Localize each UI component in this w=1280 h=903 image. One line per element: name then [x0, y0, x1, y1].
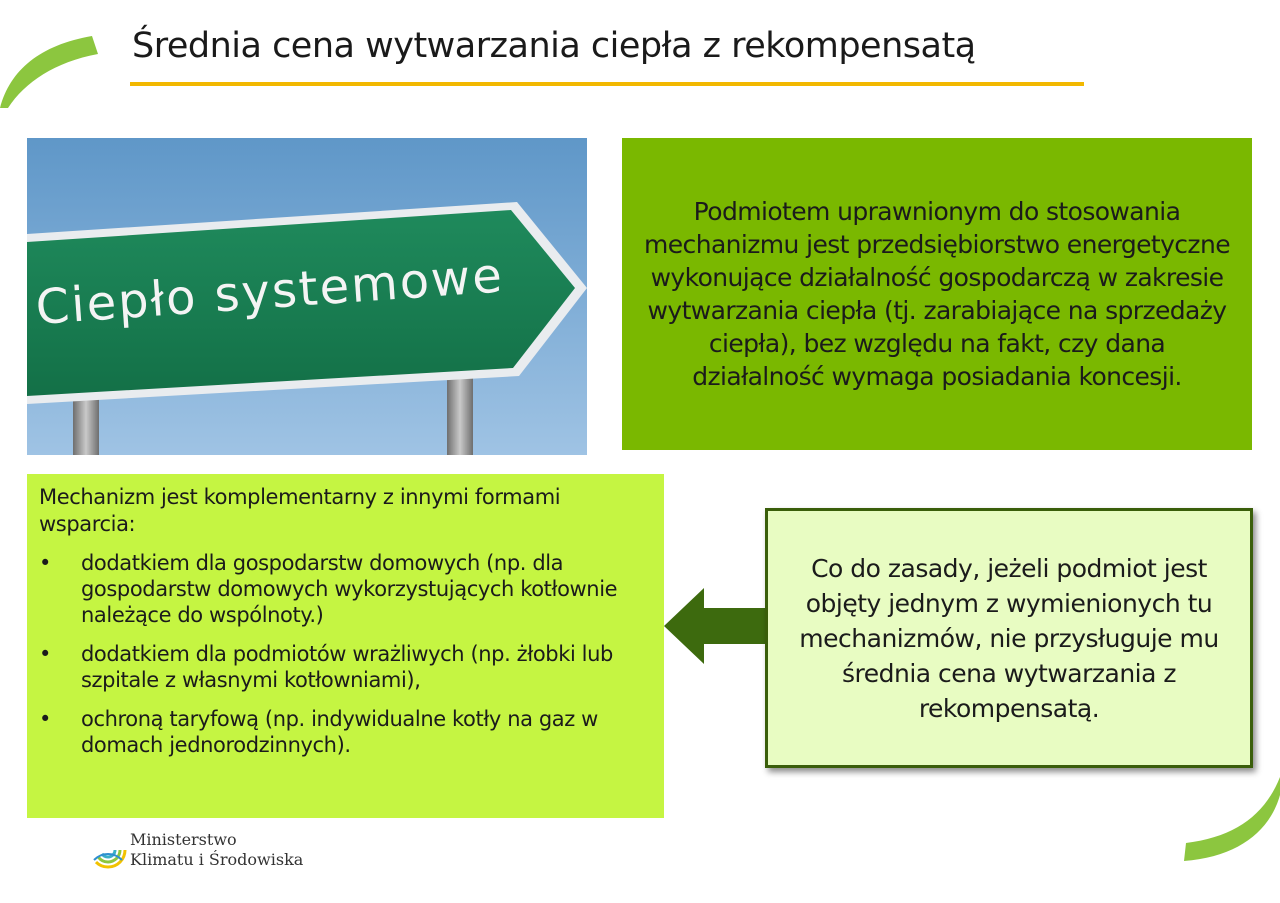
list-item-text: dodatkiem dla podmiotów wrażliwych (np. żłobki lub szpitale z własnymi kotłowniami),	[81, 642, 613, 692]
bullet-icon: •	[39, 551, 51, 575]
list-item-text: dodatkiem dla gospodarstw domowych (np. dla gospodarstw domowych wykorzystujących kotłownie należące do wspólnoty.)	[81, 551, 618, 627]
ministry-name	[130, 830, 303, 870]
ministry-name-line1: Ministerstwo	[130, 830, 237, 849]
left-arrow-icon	[664, 588, 766, 664]
complementary-support-box	[27, 474, 664, 818]
eligibility-box	[622, 138, 1252, 450]
exclusion-note-text: Co do zasady, jeżeli podmiot jest objęty jednym z wymienionych tu mechanizmów, nie przysługuje mu średnia cena wytwarzania z rekompensatą.	[799, 553, 1219, 723]
support-forms-list	[39, 550, 650, 758]
page-title: Średnia cena wytwarzania ciepła z rekompensatą	[132, 26, 976, 66]
list-item	[39, 550, 650, 628]
corner-arc-bottom-right	[1180, 775, 1280, 865]
title-underline	[130, 82, 1084, 86]
list-item-text: ochroną taryfową (np. indywidualne kotły na gaz w domach jednorodzinnych).	[81, 707, 598, 757]
eligibility-text: Podmiotem uprawnionym do stosowania mechanizmu jest przedsiębiorstwo energetyczne wykonujące działalność gospodarczą w zakresie wytwarzania ciepła (tj. zarabiające na sprzedaży ciepła), bez względu na fakt, czy dana działalność wymaga posiadania koncesji.	[644, 197, 1230, 391]
bullet-icon: •	[39, 707, 51, 731]
sign-text: Ciepło systemowe	[33, 247, 506, 336]
list-item	[39, 706, 650, 758]
exclusion-note-box	[765, 508, 1253, 768]
corner-arc-top-left	[0, 0, 110, 110]
ministry-name-line2: Klimatu i Środowiska	[130, 850, 304, 869]
list-item	[39, 641, 650, 693]
district-heating-sign-photo	[27, 138, 587, 455]
ministry-logo-icon	[88, 830, 128, 870]
complementary-intro: Mechanizm jest komplementarny z innymi formami wsparcia:	[39, 485, 561, 536]
bullet-icon: •	[39, 642, 51, 666]
